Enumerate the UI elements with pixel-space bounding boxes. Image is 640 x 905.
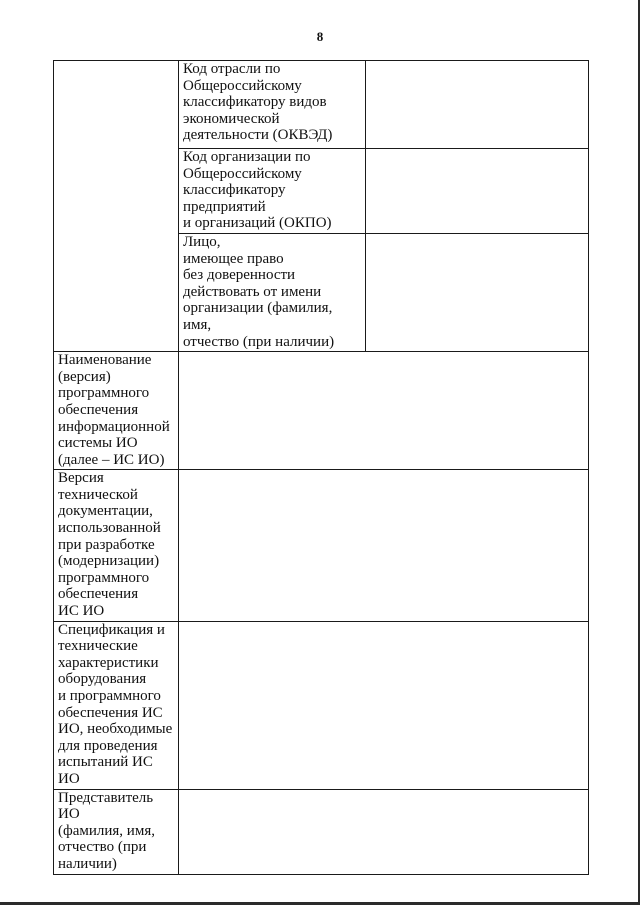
documentation-version-value-cell[interactable] <box>179 470 589 621</box>
documentation-version-label: Версия технической документации, использованной при разработке (модернизации) программного обеспечения ИС ИО <box>54 470 179 621</box>
page-number: 8 <box>316 29 324 44</box>
row-representative <box>54 789 589 874</box>
row-documentation-version <box>54 470 589 621</box>
okved-label: Код отрасли по Общероссийскому классификатору видов экономической деятельности (ОКВЭД) <box>179 61 366 149</box>
software-name-value-cell[interactable] <box>179 352 589 470</box>
authorized-person-value-cell[interactable] <box>366 233 589 351</box>
specification-label: Спецификация и технические характеристики оборудования и программного обеспечения ИС ИО, необходимые для проведения испытаний ИС ИО <box>54 621 179 789</box>
row-okved <box>54 61 589 149</box>
okpo-value-cell[interactable] <box>366 149 589 234</box>
form-table <box>53 60 589 875</box>
representative-label: Представитель ИО (фамилия, имя, отчество (при наличии) <box>54 789 179 874</box>
okved-value-cell[interactable] <box>366 61 589 149</box>
authorized-person-label: Лицо, имеющее право без доверенности действовать от имени организации (фамилия, имя, отчество (при наличии) <box>179 233 366 351</box>
specification-value-cell[interactable] <box>179 621 589 789</box>
row-specification <box>54 621 589 789</box>
row-software-name <box>54 352 589 470</box>
software-name-label: Наименование (версия) программного обеспечения информационной системы ИО (далее – ИС ИО) <box>54 352 179 470</box>
row-label-cell-empty <box>54 61 179 352</box>
okpo-label: Код организации по Общероссийскому классификатору предприятий и организаций (ОКПО) <box>179 149 366 234</box>
representative-value-cell[interactable] <box>179 789 589 874</box>
